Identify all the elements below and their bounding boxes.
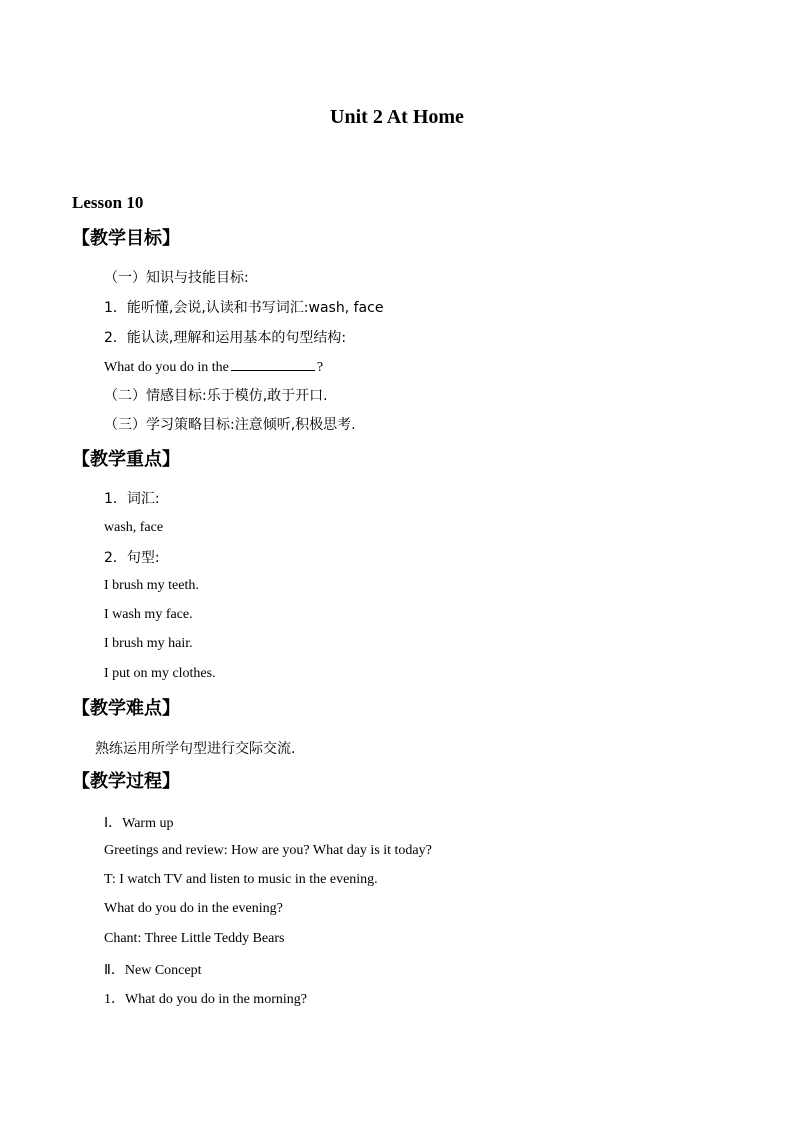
pattern-sentence-4: I put on my clothes.	[104, 666, 216, 681]
pattern-sentence-2: I wash my face.	[104, 607, 193, 622]
objective-emotion: （二）情感目标:乐于模仿,敢于开口.	[104, 388, 328, 404]
step-warm-up: Ⅰ．Warm up	[104, 816, 174, 831]
fill-in-blank	[231, 358, 315, 371]
pattern-sentence-3: I brush my hair.	[104, 636, 193, 651]
process-line-2: T: I watch TV and listen to music in the evening.	[104, 872, 378, 887]
process-line-4: Chant: Three Little Teddy Bears	[104, 931, 285, 946]
page-title: Unit 2 At Home	[330, 106, 464, 128]
heading-difficulties: 【教学难点】	[72, 698, 180, 719]
sentence-end: ?	[316, 360, 324, 375]
step-new-concept: Ⅱ．New Concept	[104, 963, 202, 978]
heading-key-points: 【教学重点】	[72, 449, 180, 470]
heading-process: 【教学过程】	[72, 771, 180, 792]
objective-item-1: 1．能听懂,会说,认读和书写词汇:wash, face	[104, 300, 384, 316]
vocab-label: 1．词汇:	[104, 491, 160, 507]
sentence-start: What do you do in the	[104, 360, 229, 375]
pattern-label: 2．句型:	[104, 550, 160, 566]
objective-knowledge: （一）知识与技能目标:	[104, 270, 249, 286]
objective-item-2: 2．能认读,理解和运用基本的句型结构:	[104, 330, 347, 346]
lesson-label: Lesson 10	[72, 193, 144, 212]
heading-objectives: 【教学目标】	[72, 228, 180, 249]
process-line-1: Greetings and review: How are you? What day is it today?	[104, 843, 432, 858]
objective-strategy: （三）学习策略目标:注意倾听,积极思考.	[104, 417, 356, 433]
process-line-5: 1．What do you do in the morning?	[104, 992, 307, 1007]
difficulty-text: 熟练运用所学句型进行交际交流.	[95, 741, 296, 757]
process-line-3: What do you do in the evening?	[104, 901, 283, 916]
objective-sentence	[104, 358, 323, 376]
pattern-sentence-1: I brush my teeth.	[104, 578, 199, 593]
vocab-words: wash, face	[104, 520, 164, 535]
